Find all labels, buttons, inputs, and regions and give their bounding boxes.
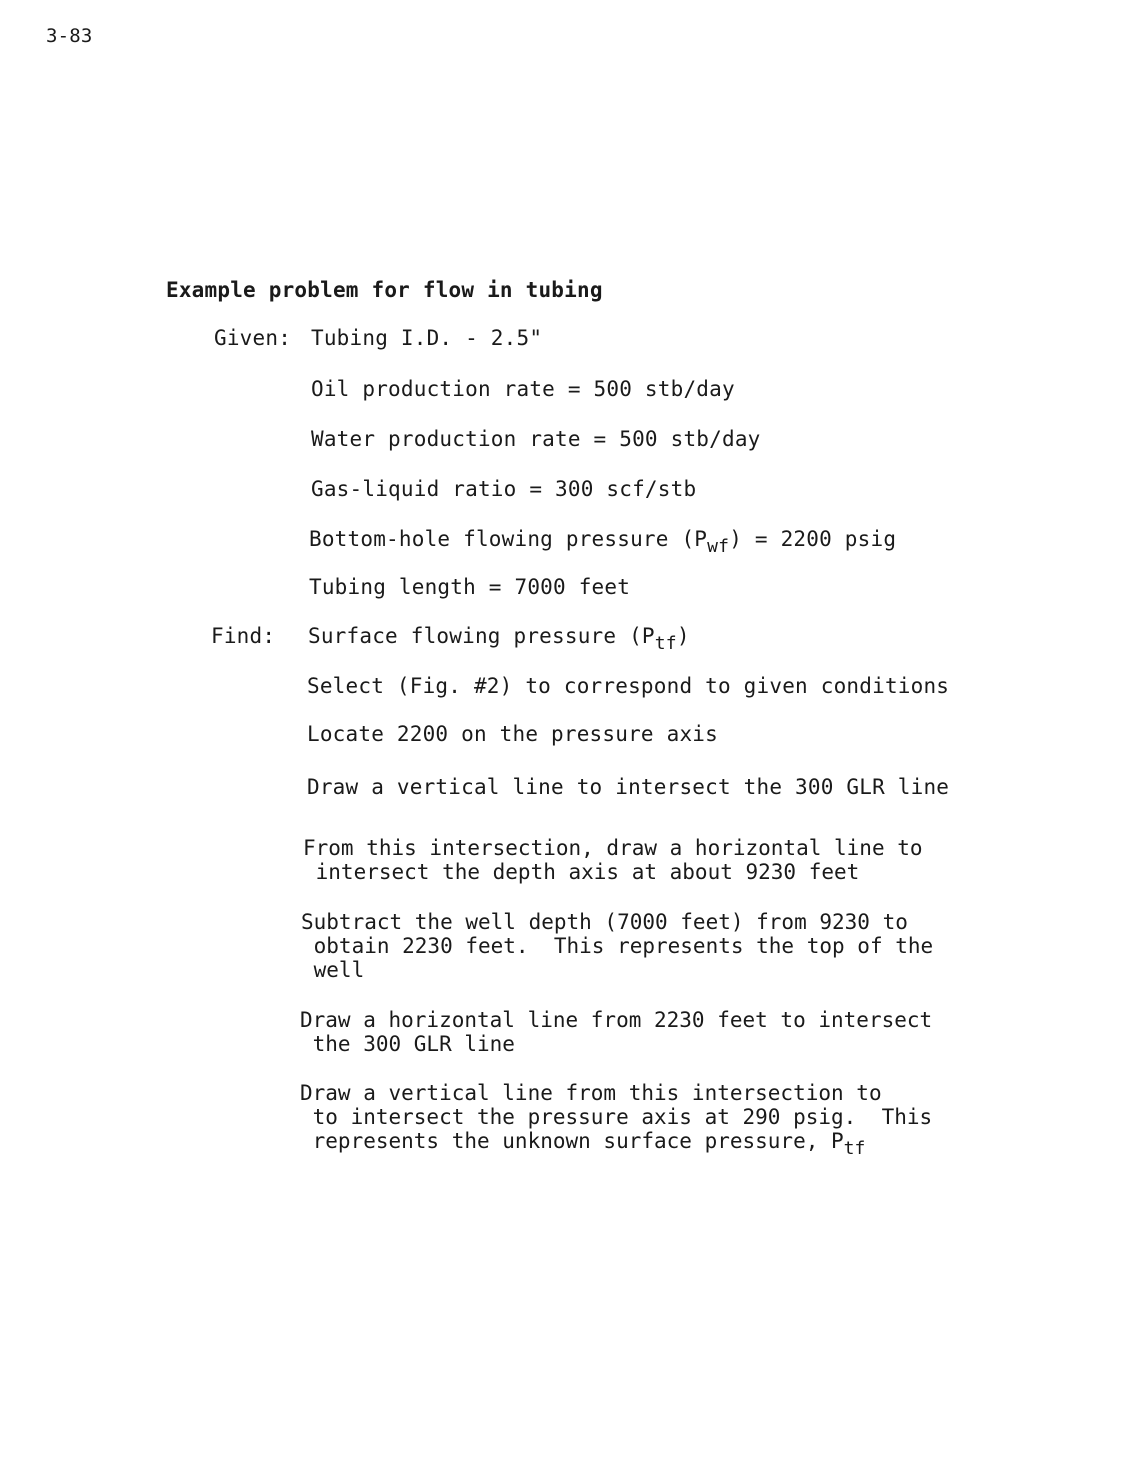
section-heading: Example problem for flow in tubing [166, 278, 603, 302]
step-vertical-line-surface: Draw a vertical line from this intersection to to intersect the pressure axis at 290 psig. This represents the unknown surface pressure, $P_{tf}$ [300, 1081, 933, 1159]
page-number: 3-83 [46, 25, 93, 47]
step-select-figure: Select (Fig. #2) to correspond to given conditions [307, 674, 950, 698]
find-label: Find: [211, 624, 276, 648]
find-surface-pressure: Surface flowing pressure $(P_{tf})$ [308, 624, 690, 654]
step-draw-vertical-line: Draw a vertical line to intersect the 300 GLR line [307, 775, 950, 799]
given-label: Given: [214, 326, 292, 350]
given-bottom-hole-pressure: Bottom-hole flowing pressure $(P_{wf}) = 2200$ psig [309, 527, 897, 557]
given-tubing-id: Tubing I.D. - 2.5" [311, 326, 543, 350]
given-oil-rate: Oil production rate = 500 stb/day [311, 377, 735, 401]
step-subtract-depth: Subtract the well depth (7000 feet) from 9230 to obtain 2230 feet. This represents the top of the well [301, 910, 934, 982]
step-horizontal-line-glr: Draw a horizontal line from 2230 feet to intersect the 300 GLR line [300, 1008, 933, 1056]
step-locate-pressure: Locate 2200 on the pressure axis [307, 722, 718, 746]
step-horizontal-line-depth: From this intersection, draw a horizontal line to intersect the depth axis at about 9230 feet [303, 836, 923, 884]
given-water-rate: Water production rate = 500 stb/day [311, 427, 761, 451]
given-gas-liquid-ratio: Gas-liquid ratio = 300 scf/stb [311, 477, 697, 501]
given-tubing-length: Tubing length = 7000 feet [309, 575, 631, 599]
